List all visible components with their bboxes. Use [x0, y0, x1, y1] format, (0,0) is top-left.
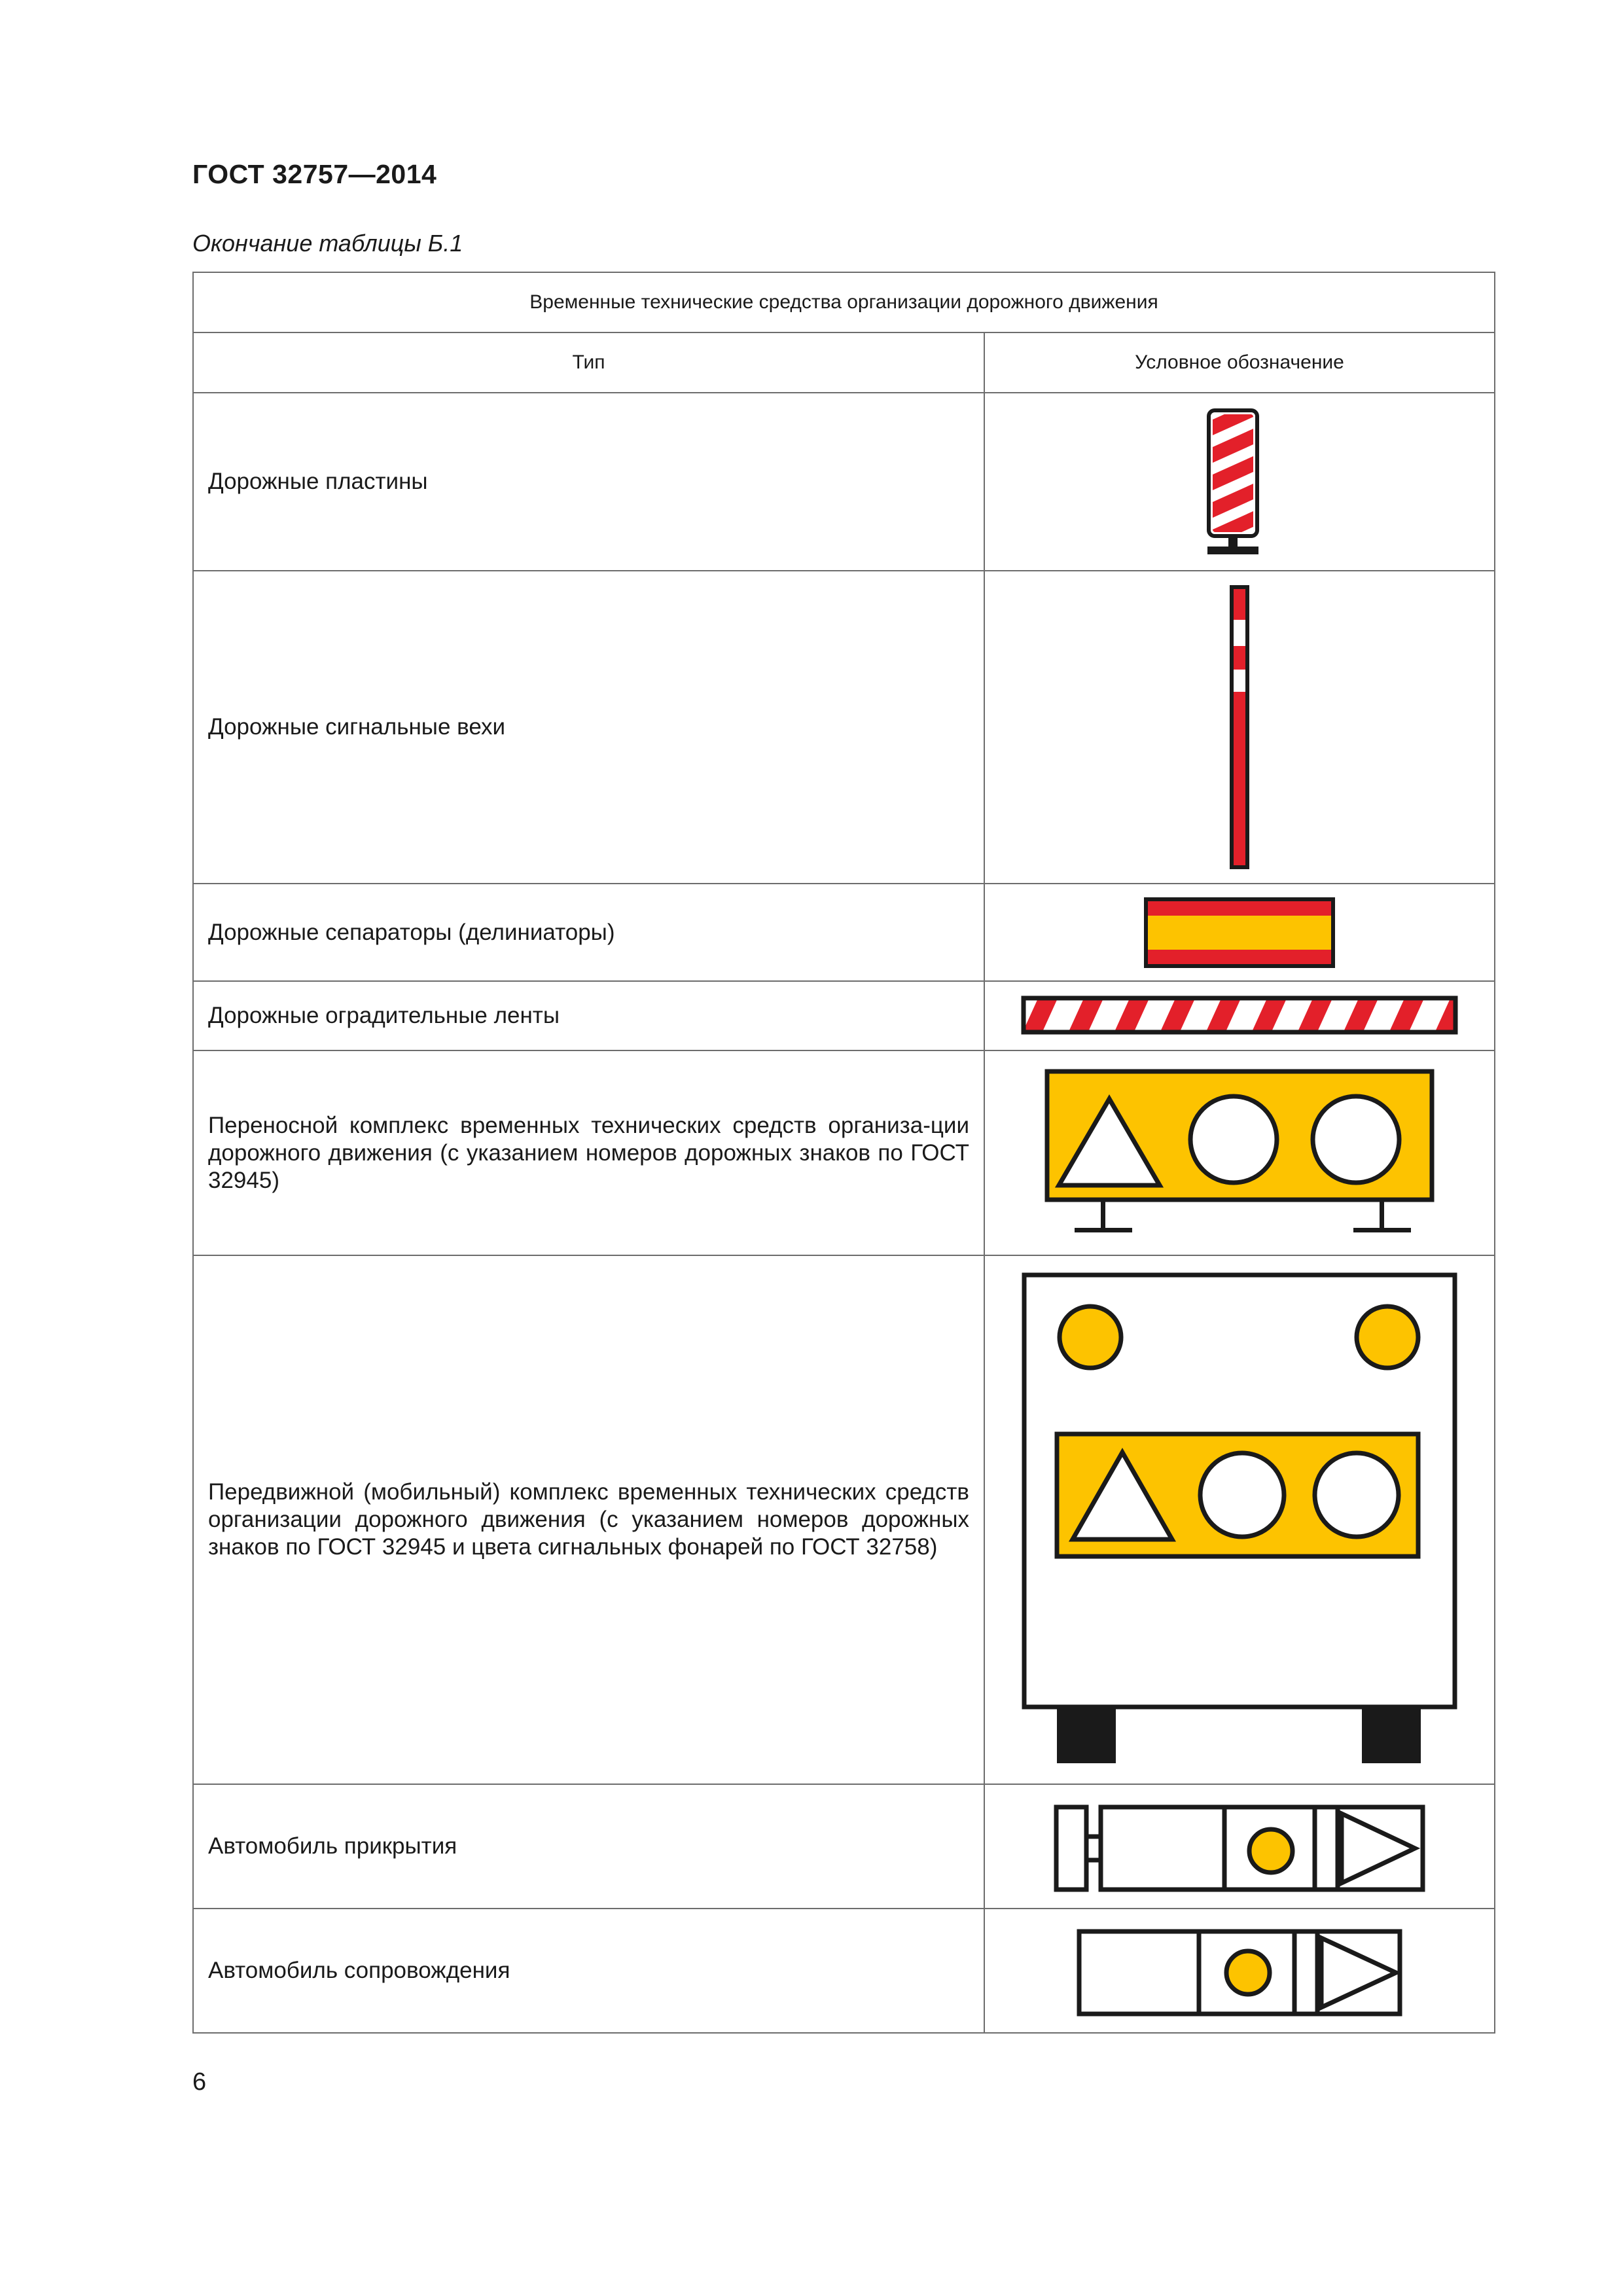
row-type-text: Дорожные сепараторы (делиниаторы)	[193, 884, 984, 981]
row-type-text: Переносной комплекс временных технических средств организа-ции дорожного движения (с указанием номеров дорожных знаков по ГОСТ 32945)	[193, 1050, 984, 1255]
row-symbol-cell	[984, 571, 1495, 884]
row-type-text: Дорожные пластины	[193, 393, 984, 571]
row-symbol-cell	[984, 1784, 1495, 1909]
table-row	[193, 1050, 1495, 1255]
signal-post-icon	[1220, 583, 1259, 871]
table-row	[193, 571, 1495, 884]
row-type-text: Дорожные оградительные ленты	[193, 981, 984, 1050]
table-row	[193, 1909, 1495, 2033]
cover-vehicle-icon	[1050, 1797, 1429, 1895]
row-type-text: Автомобиль сопровождения	[193, 1909, 984, 2033]
row-symbol-cell	[984, 1255, 1495, 1784]
road-plate-icon	[1204, 406, 1275, 557]
column-header-symbol: Условное обозначение	[984, 332, 1495, 393]
table-caption: Окончание таблицы Б.1	[192, 230, 463, 257]
row-symbol-cell	[984, 393, 1495, 571]
row-symbol-cell	[984, 1050, 1495, 1255]
barrier-tape-icon	[1020, 994, 1459, 1037]
row-symbol-cell	[984, 1909, 1495, 2033]
row-symbol-cell	[984, 981, 1495, 1050]
table-group-header: Временные технические средства организации дорожного движения	[193, 272, 1495, 332]
page-number: 6	[192, 2068, 207, 2096]
symbols-table	[192, 272, 1495, 2034]
table-group-header-row	[193, 272, 1495, 332]
table-row	[193, 1784, 1495, 1909]
row-type-text: Автомобиль прикрытия	[193, 1784, 984, 1909]
column-header-type: Тип	[193, 332, 984, 393]
mobile-complex-icon	[1020, 1271, 1459, 1768]
table-column-header-row	[193, 332, 1495, 393]
document-header: ГОСТ 32757—2014	[192, 159, 437, 189]
row-type-text: Передвижной (мобильный) комплекс временных технических средств организации дорожного движения (с указанием номеров дорожных знаков по ГОСТ 32945 и цвета сигнальных фонарей по ГОСТ 32758)	[193, 1255, 984, 1784]
table-row	[193, 884, 1495, 981]
escort-vehicle-icon	[1073, 1922, 1406, 2020]
portable-complex-icon	[1043, 1067, 1436, 1239]
table-row	[193, 981, 1495, 1050]
row-symbol-cell	[984, 884, 1495, 981]
table-row	[193, 393, 1495, 571]
row-type-text: Дорожные сигнальные вехи	[193, 571, 984, 884]
table-row	[193, 1255, 1495, 1784]
separator-icon	[1143, 896, 1336, 969]
